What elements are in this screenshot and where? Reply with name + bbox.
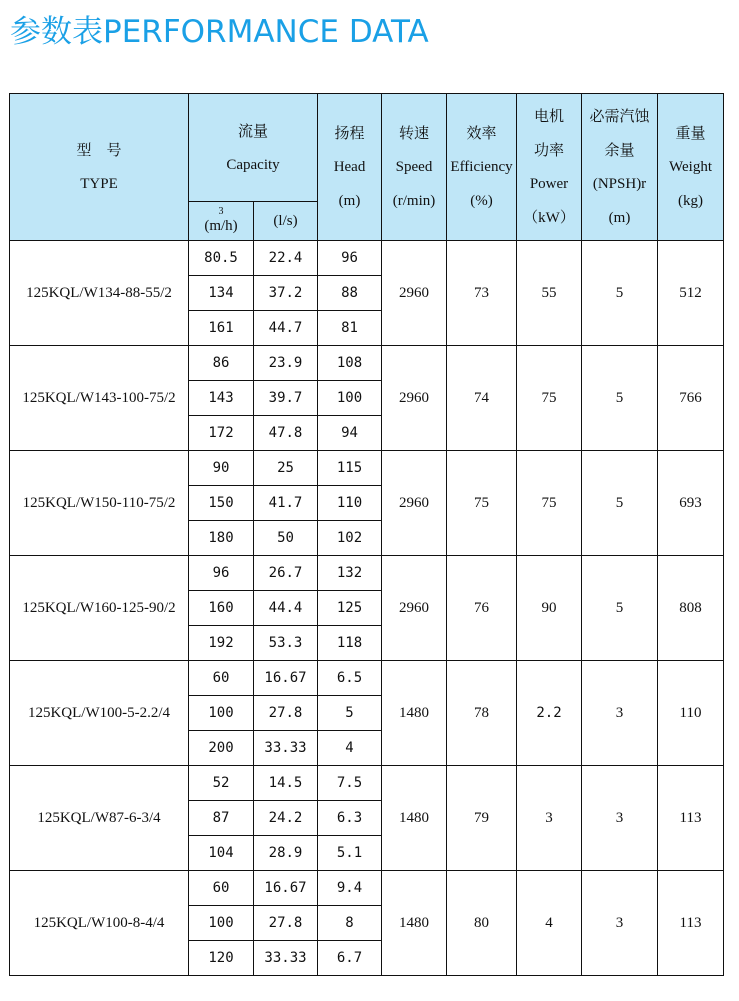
weight-value: 808 [658,556,724,661]
header-head: 扬程 Head (m) [318,94,382,241]
table-row [10,451,724,486]
power-value: 55 [517,241,582,346]
capacity-ls: 27.8 [254,906,318,941]
speed-value: 2960 [382,241,447,346]
model-type: 125KQL/W87-6-3/4 [10,766,189,871]
npsh-value: 3 [582,766,658,871]
head-value: 125 [318,591,382,626]
header-speed: 转速 Speed (r/min) [382,94,447,241]
power-value: 90 [517,556,582,661]
head-value: 81 [318,311,382,346]
head-value: 5.1 [318,836,382,871]
capacity-ls: 47.8 [254,416,318,451]
capacity-m3h: 160 [189,591,254,626]
npsh-value: 5 [582,556,658,661]
efficiency-value: 79 [447,766,517,871]
weight-value: 113 [658,766,724,871]
speed-value: 1480 [382,766,447,871]
model-type: 125KQL/W100-8-4/4 [10,871,189,976]
capacity-m3h: 96 [189,556,254,591]
table-body [10,241,724,976]
capacity-m3h: 180 [189,521,254,556]
capacity-m3h: 143 [189,381,254,416]
npsh-value: 5 [582,241,658,346]
head-value: 108 [318,346,382,381]
header-power: 电机 功率 Power （kW） [517,94,582,241]
capacity-m3h: 86 [189,346,254,381]
header-capacity-unit-m3h: 3 (m/h) [189,202,254,241]
table-row [10,346,724,381]
weight-value: 113 [658,871,724,976]
header-type: 型 号 TYPE [10,94,189,241]
speed-value: 2960 [382,346,447,451]
capacity-m3h: 52 [189,766,254,801]
head-value: 8 [318,906,382,941]
model-type: 125KQL/W134-88-55/2 [10,241,189,346]
head-value: 6.5 [318,661,382,696]
head-value: 6.7 [318,941,382,976]
head-value: 132 [318,556,382,591]
header-efficiency: 效率 Efficiency (%) [447,94,517,241]
power-value: 75 [517,451,582,556]
power-value: 4 [517,871,582,976]
capacity-m3h: 104 [189,836,254,871]
capacity-ls: 23.9 [254,346,318,381]
npsh-value: 5 [582,451,658,556]
speed-value: 1480 [382,661,447,766]
table-row [10,556,724,591]
capacity-ls: 27.8 [254,696,318,731]
head-value: 118 [318,626,382,661]
efficiency-value: 75 [447,451,517,556]
capacity-ls: 28.9 [254,836,318,871]
model-type: 125KQL/W143-100-75/2 [10,346,189,451]
table-row [10,661,724,696]
table-row [10,241,724,276]
power-value: 2.2 [517,661,582,766]
head-value: 7.5 [318,766,382,801]
capacity-ls: 33.33 [254,731,318,766]
capacity-ls: 50 [254,521,318,556]
weight-value: 512 [658,241,724,346]
capacity-m3h: 161 [189,311,254,346]
header-weight: 重量 Weight (kg) [658,94,724,241]
capacity-m3h: 60 [189,871,254,906]
head-value: 100 [318,381,382,416]
head-value: 9.4 [318,871,382,906]
capacity-m3h: 134 [189,276,254,311]
capacity-m3h: 100 [189,696,254,731]
capacity-m3h: 100 [189,906,254,941]
head-value: 110 [318,486,382,521]
capacity-m3h: 120 [189,941,254,976]
capacity-ls: 16.67 [254,661,318,696]
model-type: 125KQL/W160-125-90/2 [10,556,189,661]
head-value: 115 [318,451,382,486]
capacity-ls: 37.2 [254,276,318,311]
power-value: 75 [517,346,582,451]
head-value: 5 [318,696,382,731]
capacity-m3h: 90 [189,451,254,486]
capacity-m3h: 80.5 [189,241,254,276]
capacity-ls: 26.7 [254,556,318,591]
speed-value: 1480 [382,871,447,976]
head-value: 94 [318,416,382,451]
header-capacity: 流量 Capacity [189,94,318,202]
weight-value: 693 [658,451,724,556]
capacity-m3h: 60 [189,661,254,696]
speed-value: 2960 [382,451,447,556]
header-capacity-unit-ls: (l/s) [254,202,318,241]
efficiency-value: 80 [447,871,517,976]
npsh-value: 3 [582,871,658,976]
capacity-ls: 44.7 [254,311,318,346]
weight-value: 110 [658,661,724,766]
table-row [10,766,724,801]
power-value: 3 [517,766,582,871]
performance-table [9,93,724,976]
model-type: 125KQL/W150-110-75/2 [10,451,189,556]
header-npsh: 必需汽蚀 余量 (NPSH)r (m) [582,94,658,241]
efficiency-value: 74 [447,346,517,451]
capacity-ls: 53.3 [254,626,318,661]
efficiency-value: 73 [447,241,517,346]
capacity-m3h: 172 [189,416,254,451]
capacity-ls: 14.5 [254,766,318,801]
capacity-m3h: 192 [189,626,254,661]
npsh-value: 3 [582,661,658,766]
page-title: 参数表PERFORMANCE DATA [10,14,429,50]
head-value: 102 [318,521,382,556]
efficiency-value: 76 [447,556,517,661]
efficiency-value: 78 [447,661,517,766]
model-type: 125KQL/W100-5-2.2/4 [10,661,189,766]
speed-value: 2960 [382,556,447,661]
capacity-ls: 22.4 [254,241,318,276]
capacity-ls: 24.2 [254,801,318,836]
npsh-value: 5 [582,346,658,451]
capacity-ls: 33.33 [254,941,318,976]
capacity-ls: 25 [254,451,318,486]
capacity-ls: 41.7 [254,486,318,521]
weight-value: 766 [658,346,724,451]
capacity-ls: 39.7 [254,381,318,416]
table-header [10,94,724,241]
head-value: 6.3 [318,801,382,836]
capacity-ls: 16.67 [254,871,318,906]
capacity-m3h: 200 [189,731,254,766]
capacity-m3h: 150 [189,486,254,521]
capacity-ls: 44.4 [254,591,318,626]
capacity-m3h: 87 [189,801,254,836]
head-value: 96 [318,241,382,276]
table-row [10,871,724,906]
head-value: 88 [318,276,382,311]
head-value: 4 [318,731,382,766]
